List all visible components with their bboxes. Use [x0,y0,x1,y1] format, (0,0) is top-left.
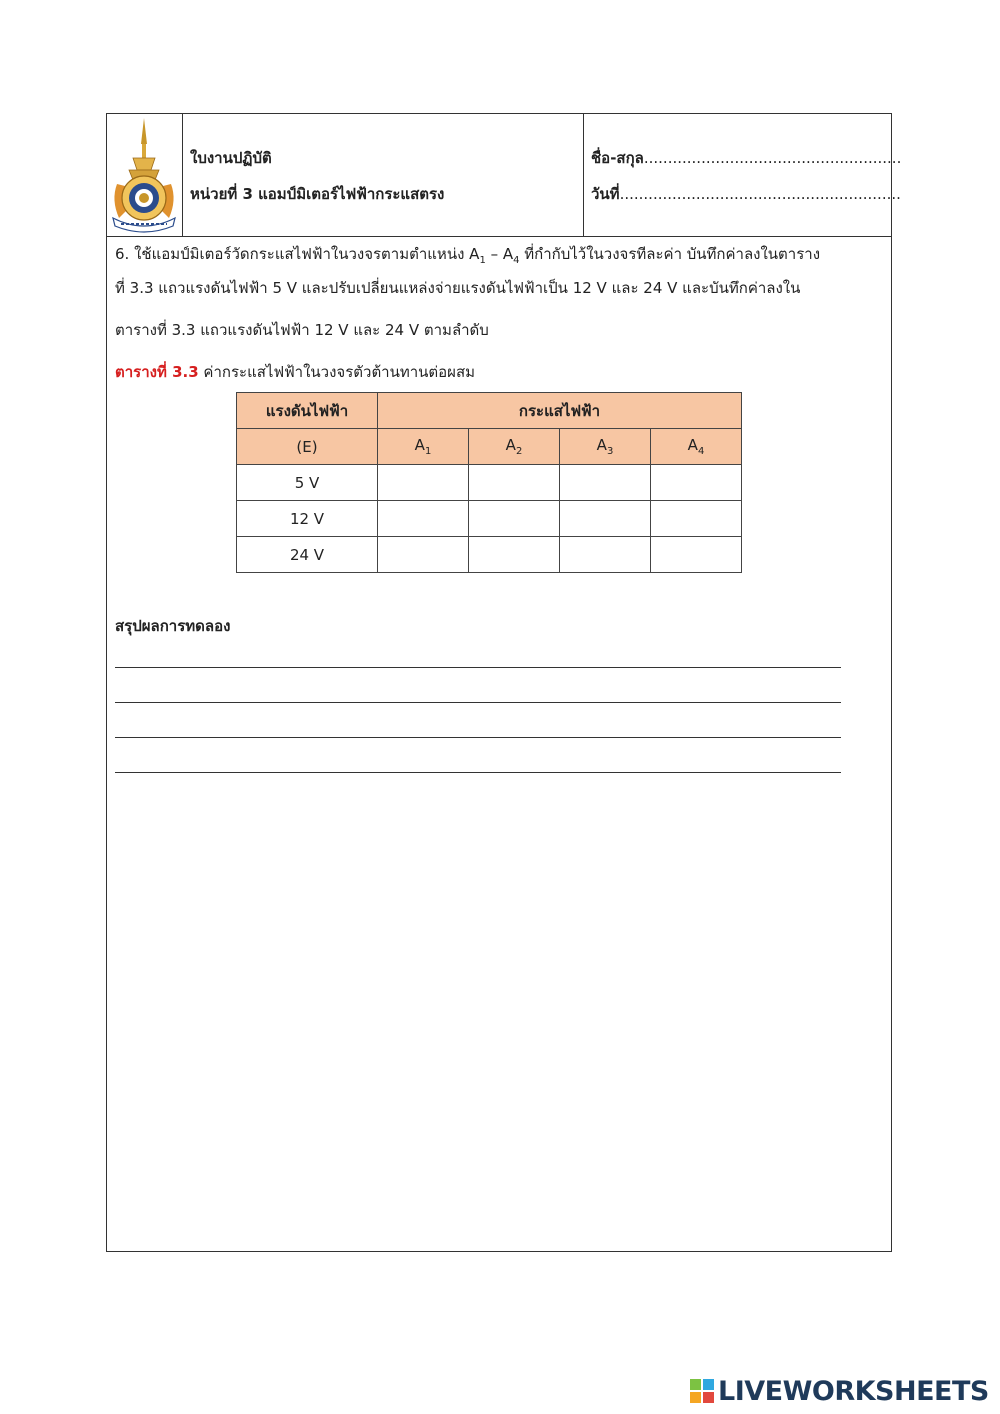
input-cell[interactable] [560,537,651,573]
name-dots: ...................................................... [643,149,902,167]
input-cell[interactable] [378,501,469,537]
conclusion-answer-line[interactable] [115,772,841,773]
name-label: ชื่อ-สกุล [591,149,644,167]
table-caption-label: ตารางที่ 3.3 [115,363,199,381]
logo-cell [107,114,183,236]
instruction-line-1 [115,242,885,266]
instruction-text-1b: ที่กำกับไว้ในวงจรทีละค่า บันทึกค่าลงในตาราง [519,245,821,263]
input-cell[interactable] [651,501,742,537]
input-cell[interactable] [469,465,560,501]
title-cell [182,114,584,236]
input-cell[interactable] [560,501,651,537]
date-dots: ........................................................... [619,185,901,203]
table-row [237,501,742,537]
instruction-line-3: ตารางที่ 3.3 แถวแรงดันไฟฟ้า 12 V และ 24 V ตามลำดับ [115,321,489,339]
header-a2: $A_2$ [469,429,560,465]
row-voltage-24v: 24 V [237,537,378,573]
row-voltage-5v: 5 V [237,465,378,501]
input-cell[interactable] [378,537,469,573]
conclusion-answer-line[interactable] [115,702,841,703]
subscript-a4: 4 [513,255,520,266]
header-a1: $A_1$ [378,429,469,465]
worksheet-frame [106,113,902,1252]
worksheet-header [107,114,902,237]
input-cell[interactable] [651,465,742,501]
header-a3: $A_3$ [560,429,651,465]
conclusion-answer-line[interactable] [115,667,841,668]
instruction-text-1a: 6. ใช้แอมป์มิเตอร์วัดกระแสไฟฟ้าในวงจรตามตำแหน่ง A [115,245,480,263]
header-current: กระแสไฟฟ้า [378,393,742,429]
conclusion-answer-line[interactable] [115,737,841,738]
liveworksheets-logo-icon [690,1379,714,1403]
header-a4: $A_4$ [651,429,742,465]
liveworksheets-watermark [690,1376,989,1407]
conclusion-heading: สรุปผลการทดลอง [115,617,231,635]
name-field[interactable] [591,146,901,170]
input-cell[interactable] [469,501,560,537]
subscript-a1: 1 [479,255,486,266]
date-label: วันที่ [591,185,620,203]
input-cell[interactable] [378,465,469,501]
name-date-cell [583,114,902,236]
table-row [237,465,742,501]
university-emblem-logo [107,114,182,236]
date-field[interactable] [591,182,901,206]
header-voltage-unit: (E) [237,429,378,465]
header-voltage: แรงดันไฟฟ้า [237,393,378,429]
input-cell[interactable] [560,465,651,501]
input-cell[interactable] [651,537,742,573]
instruction-dash: – A [485,245,514,263]
input-cell[interactable] [469,537,560,573]
worksheet-label: ใบงานปฏิบัติ [190,149,272,167]
unit-title: หน่วยที่ 3 แอมป์มิเตอร์ไฟฟ้ากระแสตรง [190,185,445,203]
row-voltage-12v: 12 V [237,501,378,537]
table-caption [115,360,885,384]
table-caption-text: ค่ากระแสไฟฟ้าในวงจรตัวต้านทานต่อผสม [198,363,476,381]
instruction-line-2: ที่ 3.3 แถวแรงดันไฟฟ้า 5 V และปรับเปลี่ยนแหล่งจ่ายแรงดันไฟฟ้าเป็น 12 V และ 24 V และบันทึกค่าลงใน [115,279,801,297]
current-table [236,392,742,573]
liveworksheets-wordmark: LIVEWORKSHEETS [718,1376,989,1407]
table-row [237,537,742,573]
